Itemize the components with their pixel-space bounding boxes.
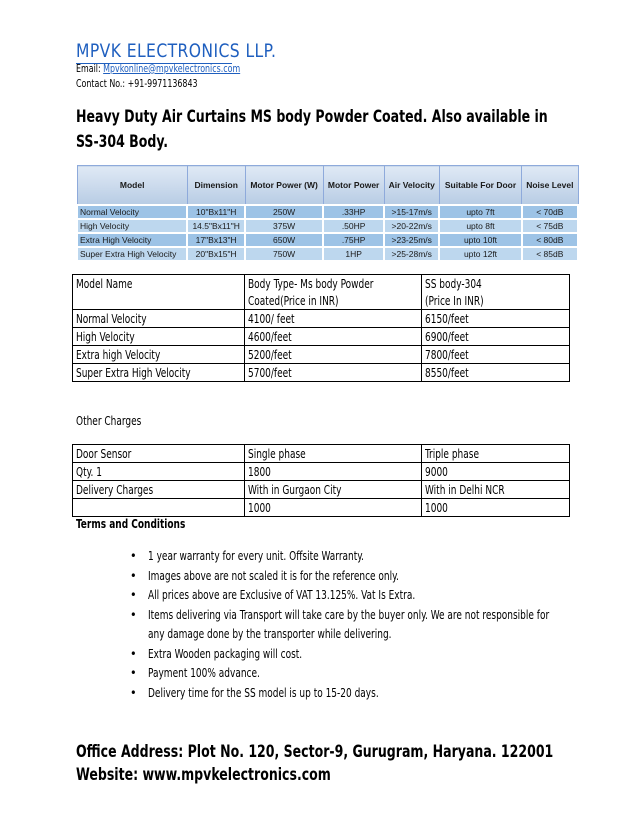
charges-row-cell: Qty. 1 <box>73 463 245 481</box>
spec-header-row <box>77 166 578 206</box>
spec-header-cell: Suitable For Door <box>439 166 521 206</box>
office-address: Office Address: Plot No. 120, Sector-9, Gurugram, Haryana. 122001 <box>76 742 554 762</box>
spec-cell: High Velocity <box>77 219 187 233</box>
terms-item: • All prices above are Exclusive of VAT 13.125%. Vat Is Extra. <box>148 585 568 605</box>
charges-row-cell: 1800 <box>245 463 422 481</box>
price-row <box>73 328 570 346</box>
charges-row <box>73 499 570 517</box>
spec-cell: .33HP <box>323 205 384 219</box>
spec-cell: Extra High Velocity <box>77 233 187 247</box>
price-row-cell: 5200/feet <box>245 346 422 364</box>
spec-cell: 650W <box>245 233 323 247</box>
price-row-cell: 5700/feet <box>245 364 422 382</box>
terms-heading: Terms and Conditions <box>76 516 186 531</box>
price-row <box>73 310 570 328</box>
charges-row-cell: Triple phase <box>422 445 570 463</box>
spec-cell: 1HP <box>323 247 384 261</box>
charges-row-cell: 9000 <box>422 463 570 481</box>
terms-list <box>130 546 568 702</box>
spec-cell: >23-25m/s <box>384 233 439 247</box>
spec-cell: 20"Bx15"H <box>187 247 245 261</box>
price-row-cell: Normal Velocity <box>73 310 245 328</box>
spec-cell: Normal Velocity <box>77 205 187 219</box>
spec-cell: 10"Bx11"H <box>187 205 245 219</box>
spec-header-cell: Noise Level <box>522 166 578 206</box>
price-row-cell: 4100/ feet <box>245 310 422 328</box>
spec-table <box>76 165 579 262</box>
bullet-icon: • <box>130 567 137 583</box>
spec-cell: upto 10ft <box>439 233 521 247</box>
bullet-icon: • <box>130 645 137 661</box>
terms-item: • Images above are not scaled it is for the reference only. <box>148 566 568 586</box>
spec-header-cell: Dimension <box>187 166 245 206</box>
price-table <box>72 274 570 382</box>
spec-cell: >20-22m/s <box>384 219 439 233</box>
price-header-row <box>73 275 570 310</box>
spec-cell: upto 12ft <box>439 247 521 261</box>
price-header-cell: SS body-304 (Price In INR) <box>422 275 570 310</box>
charges-row-cell: With in Delhi NCR <box>422 481 570 499</box>
spec-row <box>77 233 578 247</box>
charges-row-cell: Single phase <box>245 445 422 463</box>
headline: Heavy Duty Air Curtains MS body Powder Coated. Also available in SS-304 Body. <box>76 107 548 152</box>
terms-item: • Items delivering via Transport will take care by the buyer only. We are not responsible for <box>148 605 568 625</box>
bullet-icon: • <box>130 606 137 622</box>
bullet-icon: • <box>130 665 137 680</box>
spec-cell: >25-28m/s <box>384 247 439 261</box>
terms-item: any damage done by the transporter while delivering. <box>148 626 392 641</box>
price-row <box>73 364 570 382</box>
price-row-cell: 7800/feet <box>422 346 570 364</box>
company-name: MPVK ELECTRONICS LLP. <box>76 40 277 62</box>
spec-header-cell: Motor Power (W) <box>245 166 323 206</box>
bullet-icon: • <box>130 587 137 602</box>
bullet-icon: • <box>130 684 137 700</box>
other-charges-label: Other Charges <box>76 413 142 428</box>
spec-cell: 375W <box>245 219 323 233</box>
charges-row-cell <box>73 499 245 517</box>
email-link[interactable]: Mpvkonline@mpvkelectronics.com <box>103 62 241 75</box>
price-row-cell: 4600/feet <box>245 328 422 346</box>
terms-item: • Delivery time for the SS model is up to 15-20 days. <box>148 683 568 703</box>
charges-row-cell: Door Sensor <box>73 445 245 463</box>
spec-cell: 14.5"Bx11"H <box>187 219 245 233</box>
charges-row <box>73 445 570 463</box>
terms-item: • 1 year warranty for every unit. Offsite Warranty. <box>148 546 568 566</box>
spec-header-cell: Air Velocity <box>384 166 439 206</box>
contact-number: Contact No.: +91-9971136843 <box>76 77 198 90</box>
email-line <box>76 62 240 75</box>
spec-cell: upto 8ft <box>439 219 521 233</box>
price-row-cell: Super Extra High Velocity <box>73 364 245 382</box>
spec-cell: .75HP <box>323 233 384 247</box>
spec-row <box>77 219 578 233</box>
price-row-cell: Extra high Velocity <box>73 346 245 364</box>
spec-cell: 17"Bx13"H <box>187 233 245 247</box>
price-row <box>73 346 570 364</box>
price-row-cell: 8550/feet <box>422 364 570 382</box>
price-header-cell: Model Name <box>73 275 245 310</box>
price-row-cell: High Velocity <box>73 328 245 346</box>
charges-row <box>73 481 570 499</box>
spec-cell: Super Extra High Velocity <box>77 247 187 261</box>
spec-cell: >15-17m/s <box>384 205 439 219</box>
spec-header-cell: Model <box>77 166 187 206</box>
spec-header-cell: Motor Power <box>323 166 384 206</box>
spec-cell: < 80dB <box>522 233 578 247</box>
spec-row <box>77 205 578 219</box>
charges-table <box>72 444 570 517</box>
terms-item: • Extra Wooden packaging will cost. <box>148 644 568 664</box>
bullet-icon: • <box>130 548 137 563</box>
charges-row <box>73 463 570 481</box>
charges-row-cell: 1000 <box>422 499 570 517</box>
price-header-cell: Body Type- Ms body Powder Coated(Price in INR) <box>245 275 422 310</box>
spec-cell: upto 7ft <box>439 205 521 219</box>
spec-cell: 750W <box>245 247 323 261</box>
price-row-cell: 6900/feet <box>422 328 570 346</box>
spec-cell: 250W <box>245 205 323 219</box>
price-row-cell: 6150/feet <box>422 310 570 328</box>
spec-cell: < 85dB <box>522 247 578 261</box>
charges-row-cell: 1000 <box>245 499 422 517</box>
email-label: Email: <box>76 62 104 75</box>
spec-cell: < 70dB <box>522 205 578 219</box>
charges-row-cell: With in Gurgaon City <box>245 481 422 499</box>
spec-cell: .50HP <box>323 219 384 233</box>
spec-row <box>77 247 578 261</box>
website: Website: www.mpvkelectronics.com <box>76 765 331 785</box>
charges-row-cell: Delivery Charges <box>73 481 245 499</box>
terms-item: • Payment 100% advance. <box>148 663 568 683</box>
spec-cell: < 75dB <box>522 219 578 233</box>
